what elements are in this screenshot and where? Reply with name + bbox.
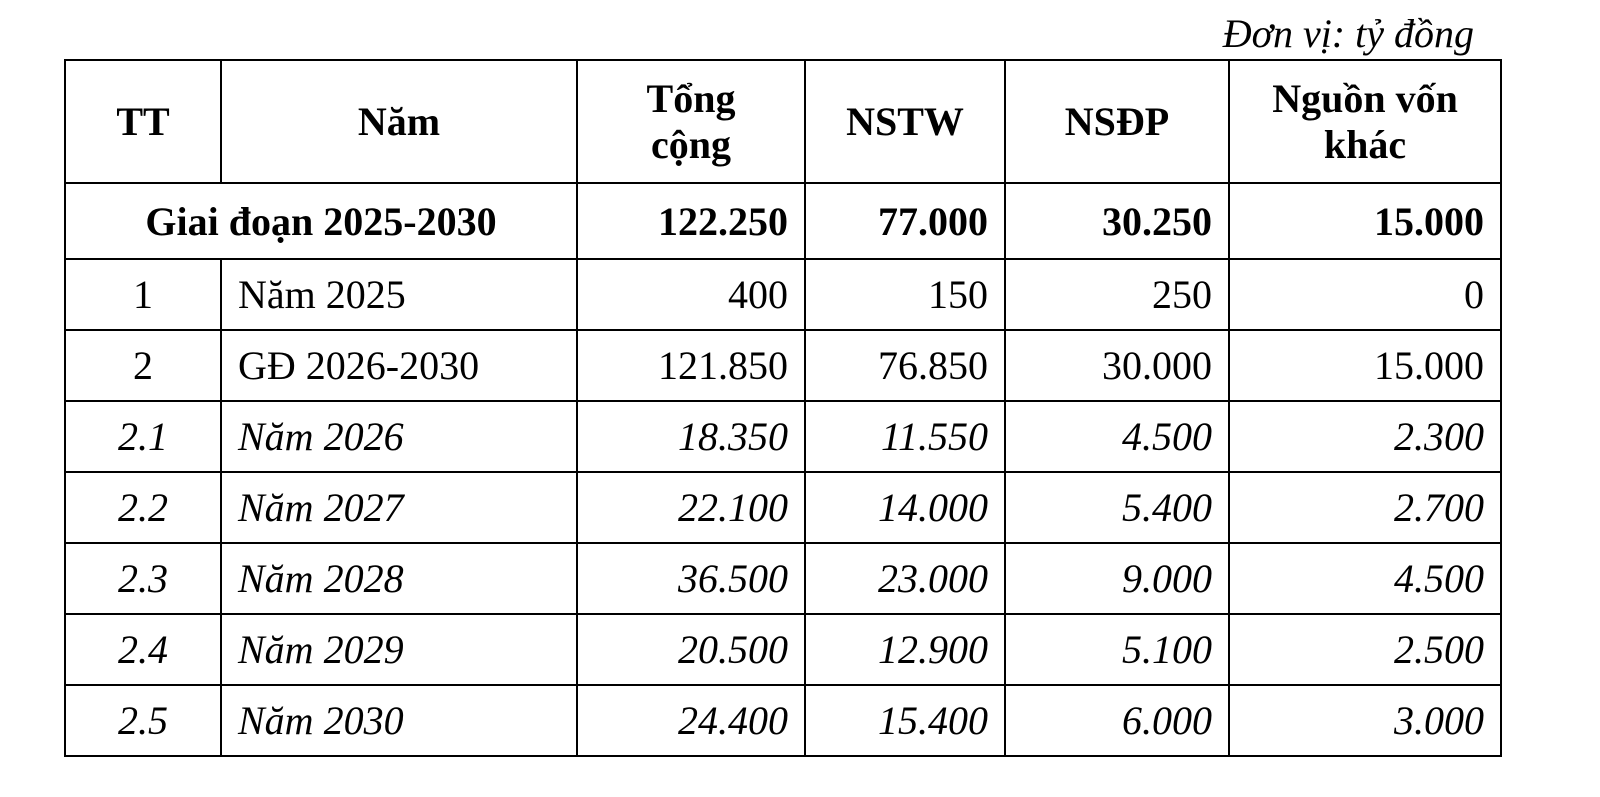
cell-nam: Năm 2026 bbox=[221, 401, 577, 472]
table-row bbox=[65, 614, 1501, 685]
cell-tt: 2.1 bbox=[65, 401, 221, 472]
cell-nsdp: 5.400 bbox=[1005, 472, 1229, 543]
header-tt: TT bbox=[65, 60, 221, 183]
header-nam: Năm bbox=[221, 60, 577, 183]
cell-nam: Năm 2028 bbox=[221, 543, 577, 614]
cell-tong-cong: 22.100 bbox=[577, 472, 805, 543]
table-row bbox=[65, 330, 1501, 401]
total-nguon-von-khac: 15.000 bbox=[1229, 183, 1501, 259]
cell-nsdp: 30.000 bbox=[1005, 330, 1229, 401]
cell-nsdp: 9.000 bbox=[1005, 543, 1229, 614]
header-tong-cong: Tổng cộng bbox=[577, 60, 805, 183]
table-row bbox=[65, 543, 1501, 614]
header-nstw: NSTW bbox=[805, 60, 1005, 183]
cell-tt: 2.2 bbox=[65, 472, 221, 543]
cell-nsdp: 250 bbox=[1005, 259, 1229, 330]
cell-nstw: 11.550 bbox=[805, 401, 1005, 472]
cell-tong-cong: 24.400 bbox=[577, 685, 805, 756]
cell-tt: 2.4 bbox=[65, 614, 221, 685]
header-nsdp: NSĐP bbox=[1005, 60, 1229, 183]
cell-tt: 2.3 bbox=[65, 543, 221, 614]
cell-nstw: 23.000 bbox=[805, 543, 1005, 614]
cell-nguon-von-khac: 2.500 bbox=[1229, 614, 1501, 685]
cell-nstw: 15.400 bbox=[805, 685, 1005, 756]
cell-nguon-von-khac: 3.000 bbox=[1229, 685, 1501, 756]
total-tong-cong: 122.250 bbox=[577, 183, 805, 259]
cell-tong-cong: 20.500 bbox=[577, 614, 805, 685]
cell-nam: Năm 2029 bbox=[221, 614, 577, 685]
cell-nguon-von-khac: 0 bbox=[1229, 259, 1501, 330]
cell-nam: Năm 2027 bbox=[221, 472, 577, 543]
cell-nstw: 14.000 bbox=[805, 472, 1005, 543]
table-row bbox=[65, 401, 1501, 472]
cell-tong-cong: 18.350 bbox=[577, 401, 805, 472]
header-row bbox=[65, 60, 1501, 183]
cell-nstw: 12.900 bbox=[805, 614, 1005, 685]
table-row bbox=[65, 685, 1501, 756]
total-row bbox=[65, 183, 1501, 259]
cell-nsdp: 5.100 bbox=[1005, 614, 1229, 685]
cell-tong-cong: 121.850 bbox=[577, 330, 805, 401]
budget-table bbox=[64, 59, 1502, 757]
table-row bbox=[65, 472, 1501, 543]
cell-nstw: 76.850 bbox=[805, 330, 1005, 401]
cell-tong-cong: 36.500 bbox=[577, 543, 805, 614]
unit-label: Đơn vị: tỷ đồng bbox=[1222, 11, 1474, 56]
cell-nguon-von-khac: 15.000 bbox=[1229, 330, 1501, 401]
cell-tt: 2.5 bbox=[65, 685, 221, 756]
total-label: Giai đoạn 2025-2030 bbox=[65, 183, 577, 259]
cell-nsdp: 6.000 bbox=[1005, 685, 1229, 756]
cell-nam: GĐ 2026-2030 bbox=[221, 330, 577, 401]
cell-tong-cong: 400 bbox=[577, 259, 805, 330]
total-nstw: 77.000 bbox=[805, 183, 1005, 259]
cell-tt: 2 bbox=[65, 330, 221, 401]
header-nguon-von-khac: Nguồn vốn khác bbox=[1229, 60, 1501, 183]
total-nsdp: 30.250 bbox=[1005, 183, 1229, 259]
cell-tt: 1 bbox=[65, 259, 221, 330]
cell-nguon-von-khac: 4.500 bbox=[1229, 543, 1501, 614]
cell-nam: Năm 2025 bbox=[221, 259, 577, 330]
cell-nstw: 150 bbox=[805, 259, 1005, 330]
cell-nsdp: 4.500 bbox=[1005, 401, 1229, 472]
cell-nguon-von-khac: 2.700 bbox=[1229, 472, 1501, 543]
cell-nguon-von-khac: 2.300 bbox=[1229, 401, 1501, 472]
cell-nam: Năm 2030 bbox=[221, 685, 577, 756]
table-row bbox=[65, 259, 1501, 330]
